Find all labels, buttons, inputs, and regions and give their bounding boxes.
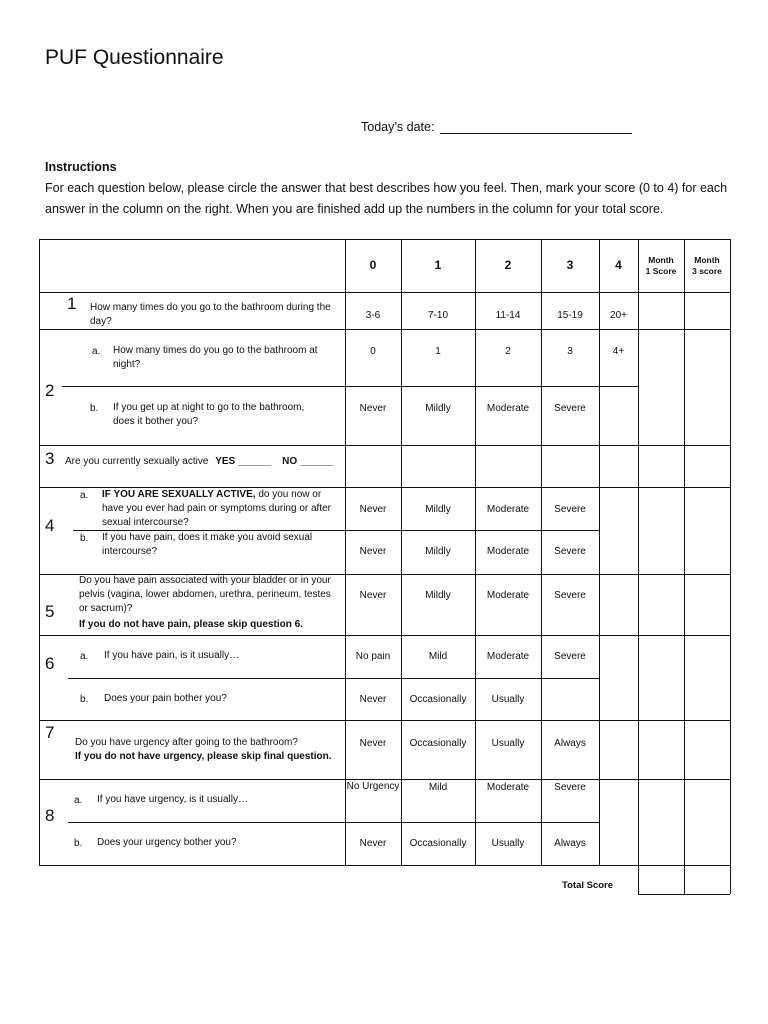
question-number: 5 xyxy=(45,602,55,621)
answer-option[interactable]: Mild xyxy=(428,650,448,662)
answer-option[interactable]: Usually xyxy=(491,837,525,849)
answer-option[interactable]: Severe xyxy=(554,589,586,601)
subquestion-text-bold: IF YOU ARE SEXUALLY ACTIVE, xyxy=(102,489,256,500)
answer-option[interactable]: 3-6 xyxy=(365,310,381,321)
subrow-divider xyxy=(68,678,599,679)
subquestion-letter: a. xyxy=(80,490,89,501)
subquestion-text xyxy=(102,488,340,530)
subquestion-text: If you have pain, does it make you avoid sexual intercourse? xyxy=(102,532,313,557)
instructions-text: For each question below, please circle the answer that best describes how you feel. Then, mark your score (0 to 4) for each answer in the column on the right. When you are finished add up the numbers in the column for your total score. xyxy=(45,181,728,216)
answer-option[interactable]: Occasionally xyxy=(409,693,467,705)
score-header-2: 2 xyxy=(504,258,512,272)
no-option[interactable]: NO ______ xyxy=(282,456,334,467)
date-label: Today’s date: xyxy=(361,120,435,134)
answer-option[interactable]: 1 xyxy=(435,345,441,357)
answer-option[interactable]: Moderate xyxy=(486,503,530,515)
row-divider xyxy=(39,635,730,636)
answer-option[interactable]: Moderate xyxy=(486,402,530,414)
answer-option[interactable]: 4+ xyxy=(612,345,625,357)
score-header-4: 4 xyxy=(615,258,622,272)
answer-option[interactable]: Mildly xyxy=(425,545,451,557)
question-number: 1 xyxy=(67,294,77,313)
row-divider xyxy=(39,329,730,330)
subquestion-letter: b. xyxy=(90,403,99,414)
question-note: If you do not have urgency, please skip final question. xyxy=(75,751,332,762)
answer-option[interactable]: Usually xyxy=(491,693,525,705)
answer-option[interactable]: 2 xyxy=(505,345,511,357)
subquestion-text: If you have pain, is it usually… xyxy=(104,650,240,661)
table-border-bottom xyxy=(39,865,730,866)
question-text: How many times do you go to the bathroom during the day? xyxy=(90,302,331,327)
answer-option[interactable]: Severe xyxy=(554,650,586,662)
subrow-divider xyxy=(62,386,639,387)
answer-option[interactable]: Never xyxy=(359,837,387,849)
answer-option[interactable]: 0 xyxy=(370,345,376,357)
answer-option[interactable]: Moderate xyxy=(486,545,530,557)
month3-score-header xyxy=(684,239,730,292)
answer-option[interactable]: Never xyxy=(359,589,387,601)
question-text-main: Are you currently sexually active xyxy=(65,456,209,467)
answer-option[interactable]: Mildly xyxy=(425,503,451,515)
answer-option[interactable]: Severe xyxy=(554,402,586,414)
row-divider xyxy=(39,445,730,446)
question-number: 8 xyxy=(45,806,55,825)
question-number: 7 xyxy=(45,723,55,742)
answer-option[interactable]: Always xyxy=(554,737,586,749)
subquestion-letter: b. xyxy=(80,533,89,544)
answer-option[interactable]: Mildly xyxy=(425,402,451,414)
answer-option[interactable]: Occasionally xyxy=(409,837,467,849)
month1-score-box[interactable] xyxy=(639,293,684,329)
answer-option[interactable]: 3 xyxy=(567,345,573,357)
col-divider xyxy=(599,239,600,865)
total-score-label: Total Score xyxy=(562,880,614,891)
answer-option[interactable]: Never xyxy=(359,402,387,414)
question-number: 6 xyxy=(45,654,55,673)
answer-option[interactable]: 20+ xyxy=(610,310,627,321)
subquestion-letter: a. xyxy=(74,795,83,806)
answer-option[interactable]: Severe xyxy=(554,503,586,515)
answer-option[interactable]: No Urgency xyxy=(346,781,400,792)
table-border-left xyxy=(39,239,40,865)
table-border-right xyxy=(730,239,731,894)
answer-option[interactable]: Mildly xyxy=(425,589,451,601)
answer-option[interactable]: Always xyxy=(554,837,586,849)
question-number: 3 xyxy=(45,449,55,468)
subquestion-text: How many times do you go to the bathroom at night? xyxy=(113,345,318,370)
subquestion-text: If you get up at night to go to the bathroom, does it bother you? xyxy=(113,402,305,427)
answer-option[interactable]: Moderate xyxy=(486,781,530,793)
answer-option[interactable]: Never xyxy=(359,503,387,515)
answer-option[interactable]: Mild xyxy=(428,781,448,793)
month3-header-line1: Month xyxy=(694,254,720,265)
subquestion-text: Does your urgency bother you? xyxy=(97,837,237,848)
instructions-heading: Instructions xyxy=(45,160,117,174)
yes-option[interactable]: YES ______ xyxy=(215,456,272,467)
month1-header-line1: Month xyxy=(648,254,674,265)
question-text: Do you have urgency after going to the bathroom? xyxy=(75,737,298,748)
score-header-0: 0 xyxy=(369,258,377,272)
page-title: PUF Questionnaire xyxy=(45,46,224,69)
score-header-1: 1 xyxy=(434,258,442,272)
month3-total-box[interactable] xyxy=(685,866,730,894)
col-divider xyxy=(638,239,639,894)
month1-header-line2: 1 Score xyxy=(645,265,677,276)
question-note: If you do not have pain, please skip question 6. xyxy=(79,619,303,630)
month1-total-box[interactable] xyxy=(639,866,684,894)
row-divider xyxy=(39,720,730,721)
subquestion-letter: a. xyxy=(80,651,89,662)
question-text xyxy=(65,455,345,469)
answer-option[interactable]: No pain xyxy=(355,650,391,662)
row-divider xyxy=(39,292,730,293)
col-divider xyxy=(684,239,685,894)
answer-option[interactable]: Never xyxy=(359,693,387,705)
subquestion-text: Does your pain bother you? xyxy=(104,693,227,704)
subquestion-letter: b. xyxy=(74,838,83,849)
answer-option[interactable]: Severe xyxy=(554,781,586,793)
subquestion-text-rest: do you now or have you ever had pain or symptoms during or after sexual intercourse? xyxy=(102,489,332,528)
question-text: Do you have pain associated with your bladder or in your pelvis (vagina, lower abdomen, urethra, perineum, testes or sacrum)? xyxy=(79,575,331,614)
answer-option[interactable]: Occasionally xyxy=(409,737,467,749)
subrow-divider xyxy=(68,822,599,823)
answer-option[interactable]: 15-19 xyxy=(557,310,583,321)
month1-score-header xyxy=(638,239,684,292)
question-number: 4 xyxy=(45,516,55,535)
month3-header-line2: 3 score xyxy=(692,265,722,276)
answer-option[interactable]: Never xyxy=(359,737,387,749)
subquestion-letter: b. xyxy=(80,694,89,705)
answer-option[interactable]: 7-10 xyxy=(427,310,448,321)
answer-option[interactable]: Severe xyxy=(554,545,586,557)
total-border-bottom xyxy=(638,894,730,895)
score-header-3: 3 xyxy=(566,258,574,272)
subquestion-text: If you have urgency, is it usually… xyxy=(97,794,248,805)
answer-option[interactable]: Usually xyxy=(491,737,525,749)
answer-option[interactable]: 11-14 xyxy=(495,310,521,321)
subquestion-letter: a. xyxy=(92,346,101,357)
answer-option[interactable]: Moderate xyxy=(486,650,530,662)
question-number: 2 xyxy=(45,381,55,400)
answer-option[interactable]: Moderate xyxy=(486,589,530,601)
answer-option[interactable]: Never xyxy=(359,545,387,557)
month3-score-box[interactable] xyxy=(685,293,730,329)
